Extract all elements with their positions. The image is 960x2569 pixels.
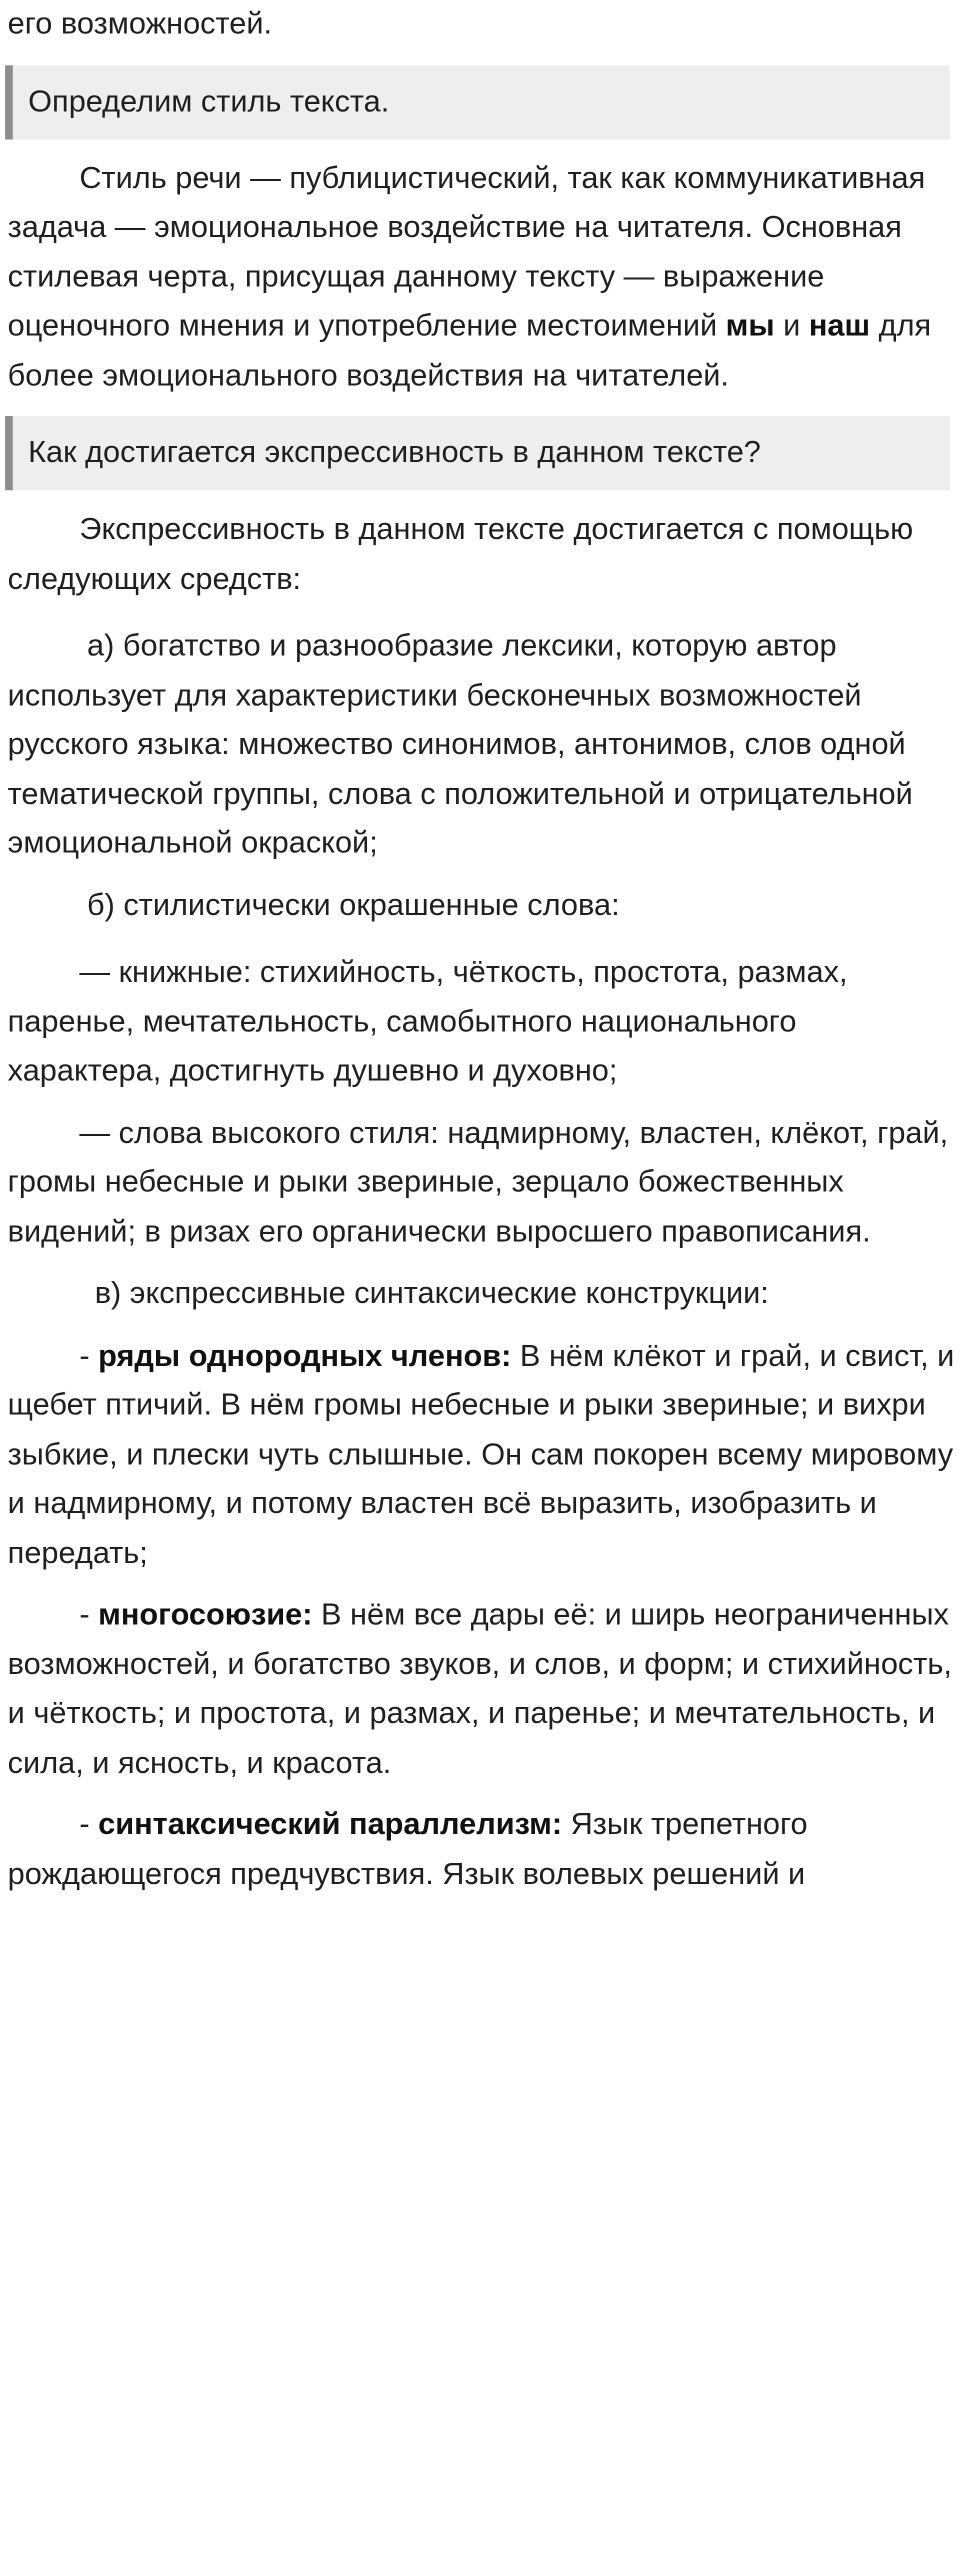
continuation-line: его возможностей. <box>7 6 273 41</box>
item-c: в) экспрессивные синтаксические конструкции: <box>94 1276 769 1311</box>
pronoun-my: мы <box>725 308 775 344</box>
polysyndeton-dash: - <box>79 1597 99 1632</box>
syntactic-parallelism <box>8 1801 958 1900</box>
callout-expressivity-text: Как достигается экспрессивность в данном тексте? <box>28 435 761 470</box>
homogeneous-members <box>8 1332 958 1578</box>
homogeneous-dash: - <box>79 1338 99 1373</box>
bookish-words: — книжные: стихийность, чёткость, простота, размах, паренье, мечтательность, самобытного национального характера, достигнуть душевно и духовно; <box>7 954 848 1088</box>
polysyndeton-term: многосоюзие: <box>98 1597 313 1632</box>
style-text-a: Стиль речи — публицистический, так как коммуникативная задача — эмоциональное воздействие на читателя. Основная стилевая черта, присущая данному тексту — выражение оценочного мнения и употребление местоимений <box>7 160 926 344</box>
callout-expressivity-question <box>5 416 950 490</box>
polysyndeton <box>8 1591 958 1788</box>
callout-style-question <box>5 65 950 139</box>
item-a: а) богатство и разнообразие лексики, которую автор использует для характеристики бесконечных возможностей русского языка: множество синонимов, антонимов, слов одной тематической группы, слова с положительной и отрицательной эмоциональной окраской; <box>7 628 913 861</box>
parallelism-dash: - <box>79 1807 99 1842</box>
style-text-c: и <box>774 308 809 344</box>
polysyndeton-text: В нём все дары её: и ширь неограниченных возможностей, и богатство звуков, и слов, и форм; и стихийность, и чёткость; и простота, и размах, и паренье; и мечтательность, и сила, и ясность, и красота. <box>7 1597 952 1780</box>
item-b: б) стилистически окрашенные слова: <box>87 887 620 923</box>
style-text-d: для более эмоционального воздействия на читателей. <box>7 308 932 393</box>
pronoun-nash: наш <box>808 308 871 344</box>
homogeneous-term: ряды однородных членов: <box>98 1338 512 1373</box>
style-paragraph <box>8 154 958 400</box>
expressivity-intro: Экспрессивность в данном тексте достигается с помощью следующих средств: <box>7 512 914 596</box>
parallelism-text: Язык трепетного рождающегося предчувствия. Язык волевых решений и <box>7 1807 808 1892</box>
callout-style-text: Определим стиль текста. <box>28 83 390 119</box>
parallelism-term: синтаксический параллелизм: <box>98 1807 563 1842</box>
high-style-words: — слова высокого стиля: надмирному, властен, клёкот, грай, громы небесные и рыки звериные, зерцало божественных видений; в ризах его органически выросшего правописания. <box>7 1115 949 1249</box>
homogeneous-text: В нём клёкот и грай, и свист, и щебет птичий. В нём громы небесные и рыки звериные; и вихри зыбкие, и плески чуть слышные. Он сам покорен всему мировому и надмирному, и потому властен всё выразить, изобразить и передать; <box>7 1338 955 1570</box>
